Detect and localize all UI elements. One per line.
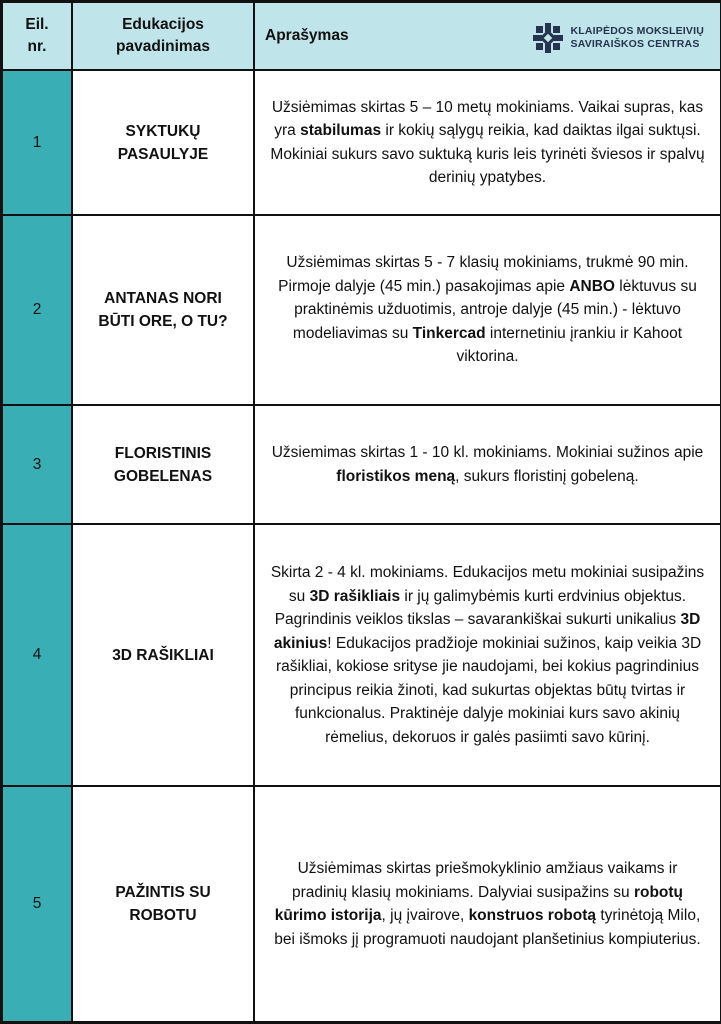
description-text: ir jų galimybėmis kurti erdvinius objektus. Pagrindinis veiklos tikslas – savarankiškai sukurti unikalius <box>274 587 687 628</box>
education-name-line: BŪTI ORE, O TU? <box>98 313 228 330</box>
organization-logo-icon <box>532 22 564 54</box>
organization-logo <box>532 22 704 54</box>
description-highlight: Tinkercad <box>412 324 486 342</box>
row-number: 3 <box>2 405 72 524</box>
table-header-row <box>2 2 721 70</box>
description-text: Skirta 2 - 4 kl. mokiniams. Edukacijos metu mokiniai susipažins su <box>270 564 705 605</box>
logo-text-line2: SAVIRAIŠKOS CENTRAS <box>570 38 700 50</box>
description-highlight: 3D akinius <box>273 611 701 652</box>
description-highlight: stabilumas <box>300 122 382 139</box>
header-number <box>2 2 72 70</box>
header-number-line1: Eil. <box>25 16 49 33</box>
description-highlight: ANBO <box>569 277 615 295</box>
table-row <box>2 524 721 786</box>
education-table <box>1 1 721 1023</box>
description-text: ! Edukacijos pradžioje mokiniai sužinos, kaip veikia 3D rašikliai, kokiose srityse jie naudojami, bei kokius pagrindinius principus reikia žinoti, kad sukurtas objektas būtų tvirtas ir funkcionalus. Praktinėje dalyje mokiniai kurs savo akinių rėmelius, dekoruos ir galės pasiimti savo kūrinį. <box>275 634 702 746</box>
table-row <box>2 786 721 1022</box>
header-name-line1: Edukacijos <box>122 16 204 33</box>
table-row <box>2 70 721 215</box>
header-number-line2: nr. <box>27 38 47 55</box>
education-name-line: PAŽINTIS SU <box>115 884 211 901</box>
row-number: 4 <box>2 524 72 786</box>
row-number: 5 <box>2 786 72 1022</box>
description-text: lėktuvus su praktinėmis užduotimis, antroje dalyje (45 min.) - lėktuvo modeliavimas su <box>292 277 697 342</box>
row-number: 2 <box>2 215 72 405</box>
row-number: 1 <box>2 70 72 215</box>
education-description <box>254 215 721 405</box>
education-name <box>72 405 254 524</box>
education-name-line: 3D RAŠIKLIAI <box>112 646 214 664</box>
description-text: internetiniu įrankiu ir Kahoot viktorina. <box>456 324 683 366</box>
education-name-line: ANTANAS NORI <box>104 290 222 307</box>
education-description <box>254 70 721 215</box>
table-row <box>2 215 721 405</box>
description-text: Užsiėmimas skirtas priešmokyklinio amžiaus vaikams ir pradinių klasių mokiniams. Dalyviai susipažins su <box>291 860 678 901</box>
description-text: ir kokių sąlygų reikia, kad daiktas ilgai suktųsi. Mokiniai sukurs savo suktuką kuris leis tyrinėti šviesos ir spalvų derinių ypatybes. <box>270 122 705 186</box>
logo-text-line1: KLAIPĖDOS MOKSLEIVIŲ <box>570 25 704 37</box>
header-name-line2: pavadinimas <box>116 38 210 55</box>
description-highlight: 3D rašikliais <box>309 587 401 605</box>
organization-logo-text <box>570 25 704 51</box>
description-highlight: robotų kūrimo istorija <box>274 883 684 924</box>
header-name <box>72 2 254 70</box>
description-text: Užsiemimas skirtas 1 - 10 kl. mokiniams. Mokiniai sužinos apie <box>271 444 704 461</box>
education-description <box>254 786 721 1022</box>
header-description <box>254 2 721 70</box>
description-text: tyrinėtoją Milo, bei išmoks jį programuoti naudojant planšetinius kompiuterius. <box>274 907 701 948</box>
description-text: , sukurs floristinį gobeleną. <box>455 467 639 485</box>
description-highlight: konstruos robotą <box>468 907 597 924</box>
education-name <box>72 70 254 215</box>
education-name-line: PASAULYJE <box>117 145 209 163</box>
education-description <box>254 524 721 786</box>
description-highlight: floristikos meną <box>336 467 456 485</box>
education-description <box>254 405 721 524</box>
description-text: Užsiėmimas skirtas 5 – 10 metų mokiniams. Vaikai supras, kas yra <box>271 98 704 139</box>
education-name <box>72 786 254 1022</box>
description-text: Užsiėmimas skirtas 5 - 7 klasių mokiniams, trukmė 90 min. Pirmoje dalyje (45 min.) pasakojimas apie <box>278 254 689 295</box>
education-name-line: ROBOTU <box>129 907 197 924</box>
education-name-line: GOBELENAS <box>113 467 213 485</box>
education-name-line: SYKTUKŲ <box>125 122 201 140</box>
education-name <box>72 524 254 786</box>
education-name <box>72 215 254 405</box>
description-text: , jų įvairove, <box>381 907 469 924</box>
education-name-line: FLORISTINIS <box>114 444 212 462</box>
table-row <box>2 405 721 524</box>
header-description-label: Aprašymas <box>265 27 349 44</box>
